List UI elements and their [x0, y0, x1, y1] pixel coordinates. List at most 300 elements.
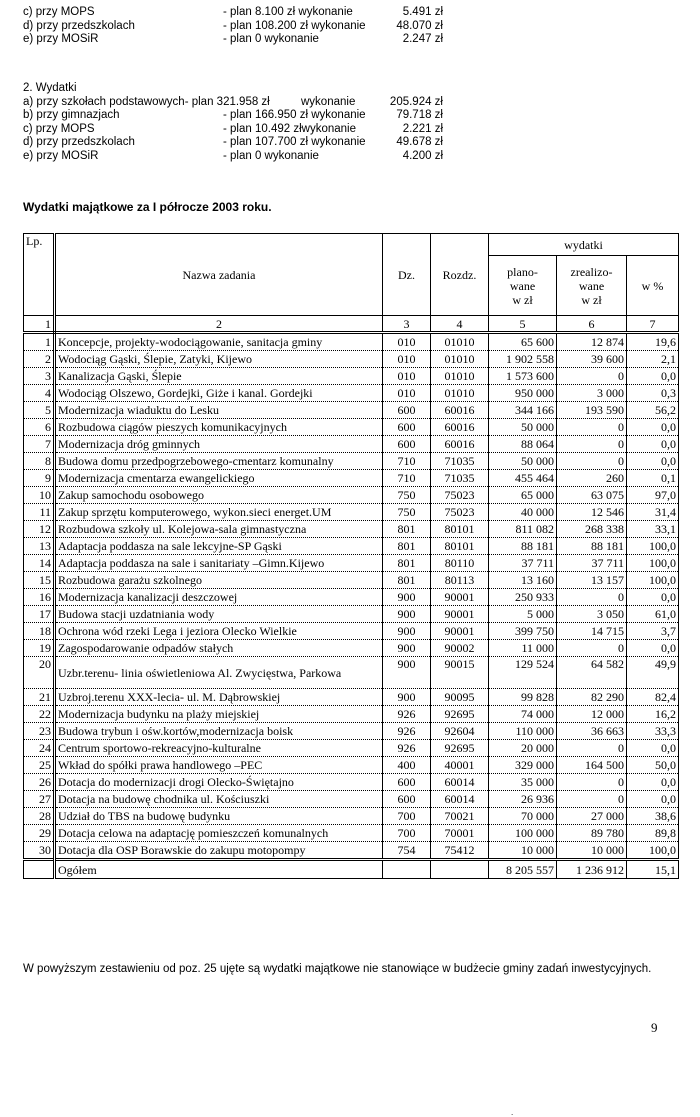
row-rozdz: 60016: [431, 402, 489, 419]
table-row: [24, 740, 679, 757]
row-lp: 9: [24, 470, 55, 487]
row-planned: 1 902 558: [489, 351, 557, 368]
row-dz: 710: [383, 470, 431, 487]
row-planned: 74 000: [489, 706, 557, 723]
table-row: [24, 842, 679, 860]
row-dz: 900: [383, 606, 431, 623]
row-rozdz: 75023: [431, 504, 489, 521]
row-percent: 100,0: [627, 842, 679, 860]
income-row-label: d) przy przedszkolach: [23, 19, 135, 32]
row-dz: 754: [383, 842, 431, 860]
row-dz: 600: [383, 419, 431, 436]
row-rozdz: 71035: [431, 470, 489, 487]
row-dz: 010: [383, 385, 431, 402]
row-dz: 900: [383, 689, 431, 706]
row-lp: 10: [24, 487, 55, 504]
row-lp: 29: [24, 825, 55, 842]
row-dz: 900: [383, 640, 431, 657]
row-name: Rozbudowa szkoły ul. Kolejowa-sala gimnastyczna: [55, 521, 383, 538]
row-name: Modernizacja budynku na plaży miejskiej: [55, 706, 383, 723]
row-percent: 19,6: [627, 333, 679, 351]
header-lp: Lp.: [24, 234, 55, 316]
expense-row-value: 205.924 zł: [389, 95, 443, 108]
row-percent: 56,2: [627, 402, 679, 419]
row-dz: 926: [383, 740, 431, 757]
table-row: [24, 538, 679, 555]
table-row: [24, 333, 679, 351]
row-realized: 12 546: [557, 504, 627, 521]
row-dz: 600: [383, 791, 431, 808]
row-lp: 19: [24, 640, 55, 657]
row-name: Modernizacja dróg gminnych: [55, 436, 383, 453]
row-name: Dotacja na budowę chodnika ul. Kościuszki: [55, 791, 383, 808]
row-rozdz: 90002: [431, 640, 489, 657]
row-rozdz: 60014: [431, 791, 489, 808]
row-rozdz: 80110: [431, 555, 489, 572]
row-realized: 0: [557, 453, 627, 470]
total-realized: 1 236 912: [557, 860, 627, 879]
table-row: [24, 657, 679, 689]
row-realized: 63 075: [557, 487, 627, 504]
row-name: Modernizacja cmentarza ewangelickiego: [55, 470, 383, 487]
row-planned: 5 000: [489, 606, 557, 623]
row-dz: 900: [383, 623, 431, 640]
row-name: Budowa trybun i ośw.kortów,modernizacja boisk: [55, 723, 383, 740]
expense-row-label: a) przy szkołach podstawowych- plan 321.958 zł: [23, 95, 270, 108]
row-percent: 0,3: [627, 385, 679, 402]
expense-row-value: 79.718 zł: [396, 109, 443, 121]
row-percent: 0,0: [627, 774, 679, 791]
row-rozdz: 92695: [431, 706, 489, 723]
header-realized-line2: wane: [578, 278, 605, 293]
row-planned: 88 181: [489, 538, 557, 555]
total-rozdz-cell: [431, 860, 489, 879]
table-row: [24, 419, 679, 436]
row-percent: 100,0: [627, 555, 679, 572]
row-rozdz: 80101: [431, 521, 489, 538]
table-row: [24, 385, 679, 402]
row-percent: 0,0: [627, 453, 679, 470]
expense-row-value: 2.221 zł: [402, 122, 443, 135]
column-number: 3: [383, 316, 431, 333]
row-planned: 950 000: [489, 385, 557, 402]
row-rozdz: 01010: [431, 368, 489, 385]
row-dz: 801: [383, 521, 431, 538]
expenses-heading-text: 2. Wydatki: [23, 82, 77, 94]
row-realized: 12 874: [557, 333, 627, 351]
income-row-plan: - plan 108.200 zł wykonanie: [223, 19, 366, 32]
row-planned: 11 000: [489, 640, 557, 657]
expense-row-plan: wykonanie: [301, 95, 356, 108]
row-realized: 14 715: [557, 623, 627, 640]
column-number: 2: [55, 316, 383, 333]
row-percent: 0,0: [627, 436, 679, 453]
row-planned: 129 524: [489, 657, 557, 689]
income-row-label: e) przy MOSiR: [23, 33, 99, 45]
row-planned: 329 000: [489, 757, 557, 774]
row-rozdz: 60014: [431, 774, 489, 791]
column-number: 7: [627, 316, 679, 333]
row-realized: 13 157: [557, 572, 627, 589]
stray-mark: .: [511, 1108, 514, 1117]
row-planned: 65 600: [489, 333, 557, 351]
row-percent: 49,9: [627, 657, 679, 689]
header-planned-line2: wane: [509, 278, 536, 293]
row-lp: 28: [24, 808, 55, 825]
row-realized: 260: [557, 470, 627, 487]
column-number: 6: [557, 316, 627, 333]
row-realized: 0: [557, 589, 627, 606]
row-name: Ochrona wód rzeki Lega i jeziora Olecko Wielkie: [55, 623, 383, 640]
row-name: Uzbroj.terenu XXX-lecia- ul. M. Dąbrowskiej: [55, 689, 383, 706]
table-row: [24, 589, 679, 606]
table-row: [24, 368, 679, 385]
row-rozdz: 80113: [431, 572, 489, 589]
row-lp: 17: [24, 606, 55, 623]
row-lp: 2: [24, 351, 55, 368]
row-planned: 100 000: [489, 825, 557, 842]
row-name: Koncepcje, projekty-wodociągowanie, sanitacja gminy: [55, 333, 383, 351]
row-percent: 61,0: [627, 606, 679, 623]
row-percent: 3,7: [627, 623, 679, 640]
income-row-plan: - plan 0 wykonanie: [223, 33, 319, 45]
table-row: [24, 555, 679, 572]
income-row-value: 5.491 zł: [402, 6, 443, 18]
row-percent: 2,1: [627, 351, 679, 368]
row-rozdz: 92604: [431, 723, 489, 740]
table-row: [24, 808, 679, 825]
row-rozdz: 90095: [431, 689, 489, 706]
row-dz: 900: [383, 657, 431, 689]
income-row-label: c) przy MOPS: [23, 6, 95, 18]
row-realized: 82 290: [557, 689, 627, 706]
row-dz: 710: [383, 453, 431, 470]
expense-row-label: b) przy gimnazjach: [23, 109, 120, 121]
table-row: [24, 436, 679, 453]
row-name: Modernizacja kanalizacji deszczowej: [55, 589, 383, 606]
table-row: [24, 825, 679, 842]
row-lp: 23: [24, 723, 55, 740]
row-planned: 399 750: [489, 623, 557, 640]
row-lp: 21: [24, 689, 55, 706]
total-dz-cell: [383, 860, 431, 879]
row-planned: 250 933: [489, 589, 557, 606]
row-lp: 24: [24, 740, 55, 757]
row-rozdz: 90015: [431, 657, 489, 689]
row-realized: 12 000: [557, 706, 627, 723]
header-realized-line3: w zł: [581, 292, 602, 307]
header-dz: Dz.: [383, 234, 431, 316]
row-name: Zakup sprzętu komputerowego, wykon.sieci energet.UM: [55, 504, 383, 521]
header-row-1: [24, 234, 679, 256]
row-rozdz: 60016: [431, 436, 489, 453]
total-percent: 15,1: [627, 860, 679, 879]
row-lp: 6: [24, 419, 55, 436]
row-percent: 0,0: [627, 640, 679, 657]
header-realized-line1: zrealizo-: [570, 264, 613, 279]
row-realized: 193 590: [557, 402, 627, 419]
row-dz: 600: [383, 402, 431, 419]
row-percent: 89,8: [627, 825, 679, 842]
row-name: Budowa stacji uzdatniania wody: [55, 606, 383, 623]
expense-row-value: 49.678 zł: [396, 136, 443, 148]
header-percent: w %: [627, 256, 679, 316]
row-percent: 100,0: [627, 572, 679, 589]
row-planned: 35 000: [489, 774, 557, 791]
income-row-value: 2.247 zł: [402, 33, 443, 45]
row-lp: 11: [24, 504, 55, 521]
capital-expenditure-table: [23, 233, 679, 879]
column-number: 4: [431, 316, 489, 333]
column-number-row: [24, 316, 679, 333]
row-dz: 010: [383, 333, 431, 351]
row-realized: 0: [557, 774, 627, 791]
income-row-plan: - plan 8.100 zł wykonanie: [223, 6, 353, 18]
row-name: Wodociąg Olszewo, Gordejki, Giże i kanal. Gordejki: [55, 385, 383, 402]
row-realized: 37 711: [557, 555, 627, 572]
row-rozdz: 01010: [431, 333, 489, 351]
table-row: [24, 706, 679, 723]
row-planned: 110 000: [489, 723, 557, 740]
expense-row-value: 4.200 zł: [402, 149, 443, 162]
row-rozdz: 90001: [431, 623, 489, 640]
total-label: Ogółem: [55, 860, 383, 879]
row-realized: 10 000: [557, 842, 627, 860]
header-wydatki: wydatki: [489, 234, 679, 256]
row-percent: 0,0: [627, 791, 679, 808]
row-planned: 50 000: [489, 419, 557, 436]
row-realized: 3 000: [557, 385, 627, 402]
row-lp: 16: [24, 589, 55, 606]
row-dz: 750: [383, 504, 431, 521]
row-lp: 20: [24, 657, 55, 689]
row-name: Dotacja do modernizacji drogi Olecko-Świętajno: [55, 774, 383, 791]
row-planned: 20 000: [489, 740, 557, 757]
row-name: Adaptacja poddasza na sale lekcyjne-SP Gąski: [55, 538, 383, 555]
row-percent: 16,2: [627, 706, 679, 723]
header-name: Nazwa zadania: [55, 234, 383, 316]
row-percent: 0,1: [627, 470, 679, 487]
total-planned: 8 205 557: [489, 860, 557, 879]
row-realized: 164 500: [557, 757, 627, 774]
row-dz: 700: [383, 825, 431, 842]
row-rozdz: 92695: [431, 740, 489, 757]
row-lp: 8: [24, 453, 55, 470]
row-planned: 13 160: [489, 572, 557, 589]
row-rozdz: 75023: [431, 487, 489, 504]
expense-row-plan: - plan 0 wykonanie: [223, 149, 319, 162]
table-row: [24, 470, 679, 487]
header-realized: [557, 256, 627, 316]
row-name: Dotacja dla OSP Borawskie do zakupu motopompy: [55, 842, 383, 860]
row-lp: 18: [24, 623, 55, 640]
row-name: Modernizacja wiaduktu do Lesku: [55, 402, 383, 419]
row-percent: 0,0: [627, 368, 679, 385]
row-rozdz: 70021: [431, 808, 489, 825]
row-dz: 900: [383, 589, 431, 606]
row-lp: 7: [24, 436, 55, 453]
row-planned: 65 000: [489, 487, 557, 504]
expense-row-plan: - plan 10.492 złwykonanie: [223, 122, 356, 135]
row-planned: 10 000: [489, 842, 557, 860]
row-lp: 27: [24, 791, 55, 808]
column-number: 5: [489, 316, 557, 333]
row-realized: 0: [557, 740, 627, 757]
row-dz: 926: [383, 706, 431, 723]
row-dz: 926: [383, 723, 431, 740]
expense-row-label: e) przy MOSiR: [23, 149, 99, 162]
row-rozdz: 70001: [431, 825, 489, 842]
row-realized: 0: [557, 368, 627, 385]
row-name: Uzbr.terenu- linia oświetleniowa Al. Zwycięstwa, Parkowa: [55, 657, 383, 689]
header-rozdz: Rozdz.: [431, 234, 489, 316]
row-realized: 268 338: [557, 521, 627, 538]
header-planned-line1: plano-: [507, 264, 538, 279]
row-dz: 400: [383, 757, 431, 774]
row-name: Rozbudowa garażu szkolnego: [55, 572, 383, 589]
row-realized: 36 663: [557, 723, 627, 740]
row-rozdz: 01010: [431, 351, 489, 368]
row-realized: 64 582: [557, 657, 627, 689]
row-lp: 12: [24, 521, 55, 538]
row-planned: 70 000: [489, 808, 557, 825]
row-rozdz: 60016: [431, 419, 489, 436]
row-name: Zakup samochodu osobowego: [55, 487, 383, 504]
row-realized: 88 181: [557, 538, 627, 555]
row-dz: 801: [383, 538, 431, 555]
row-lp: 30: [24, 842, 55, 860]
row-rozdz: 90001: [431, 606, 489, 623]
row-planned: 50 000: [489, 453, 557, 470]
header-planned: [489, 256, 557, 316]
table-row: [24, 351, 679, 368]
table-row: [24, 640, 679, 657]
row-percent: 33,1: [627, 521, 679, 538]
row-planned: 455 464: [489, 470, 557, 487]
row-percent: 50,0: [627, 757, 679, 774]
row-lp: 25: [24, 757, 55, 774]
row-planned: 37 711: [489, 555, 557, 572]
row-lp: 4: [24, 385, 55, 402]
row-name: Adaptacja poddasza na sale i sanitariaty –Gimn.Kijewo: [55, 555, 383, 572]
row-dz: 700: [383, 808, 431, 825]
row-percent: 97,0: [627, 487, 679, 504]
row-name: Budowa domu przedpogrzebowego-cmentarz komunalny: [55, 453, 383, 470]
column-number: 1: [24, 316, 55, 333]
row-planned: 811 082: [489, 521, 557, 538]
row-planned: 26 936: [489, 791, 557, 808]
expense-row-label: d) przy przedszkolach: [23, 136, 135, 148]
row-rozdz: 80101: [431, 538, 489, 555]
row-lp: 5: [24, 402, 55, 419]
footnote: W powyższym zestawieniu od poz. 25 ujęte są wydatki majątkowe nie stanowiące w budżecie gminy zadań inwestycyjnych.: [23, 963, 652, 975]
table-row: [24, 774, 679, 791]
row-percent: 100,0: [627, 538, 679, 555]
row-rozdz: 71035: [431, 453, 489, 470]
row-name: Wkład do spółki prawa handlowego –PEC: [55, 757, 383, 774]
expense-row-plan: - plan 107.700 zł wykonanie: [223, 136, 366, 148]
row-dz: 600: [383, 436, 431, 453]
row-realized: 0: [557, 640, 627, 657]
row-lp: 15: [24, 572, 55, 589]
row-name: Kanalizacja Gąski, Ślepie: [55, 368, 383, 385]
row-dz: 600: [383, 774, 431, 791]
table-row: [24, 521, 679, 538]
row-dz: 801: [383, 572, 431, 589]
row-percent: 0,0: [627, 740, 679, 757]
table-row: [24, 402, 679, 419]
table-row: [24, 791, 679, 808]
row-planned: 99 828: [489, 689, 557, 706]
table-row: [24, 723, 679, 740]
row-lp: 14: [24, 555, 55, 572]
row-realized: 0: [557, 791, 627, 808]
header-planned-line3: w zł: [512, 292, 533, 307]
row-dz: 750: [383, 487, 431, 504]
row-realized: 0: [557, 436, 627, 453]
row-percent: 38,6: [627, 808, 679, 825]
table-row: [24, 606, 679, 623]
row-rozdz: 90001: [431, 589, 489, 606]
row-planned: 88 064: [489, 436, 557, 453]
income-row-value: 48.070 zł: [396, 19, 443, 32]
row-planned: 344 166: [489, 402, 557, 419]
table-row: [24, 757, 679, 774]
table-row: [24, 504, 679, 521]
row-lp: 1: [24, 333, 55, 351]
table-row: [24, 487, 679, 504]
row-name: Zagospodarowanie odpadów stałych: [55, 640, 383, 657]
row-percent: 33,3: [627, 723, 679, 740]
row-lp: 22: [24, 706, 55, 723]
row-rozdz: 40001: [431, 757, 489, 774]
total-lp-cell: [24, 860, 55, 879]
row-lp: 13: [24, 538, 55, 555]
row-realized: 27 000: [557, 808, 627, 825]
row-realized: 89 780: [557, 825, 627, 842]
row-name: Wodociąg Gąski, Ślepie, Zatyki, Kijewo: [55, 351, 383, 368]
row-name: Rozbudowa ciągów pieszych komunikacyjnych: [55, 419, 383, 436]
expense-row-plan: - plan 166.950 zł wykonanie: [223, 109, 366, 121]
row-realized: 3 050: [557, 606, 627, 623]
row-name: Dotacja celowa na adaptację pomieszczeń komunalnych: [55, 825, 383, 842]
row-lp: 26: [24, 774, 55, 791]
row-lp: 3: [24, 368, 55, 385]
table-row: [24, 572, 679, 589]
table-row: [24, 453, 679, 470]
row-percent: 0,0: [627, 589, 679, 606]
row-planned: 1 573 600: [489, 368, 557, 385]
table-row: [24, 623, 679, 640]
row-rozdz: 01010: [431, 385, 489, 402]
expense-row-label: c) przy MOPS: [23, 122, 95, 135]
row-realized: 0: [557, 419, 627, 436]
row-percent: 82,4: [627, 689, 679, 706]
row-percent: 0,0: [627, 419, 679, 436]
row-realized: 39 600: [557, 351, 627, 368]
table-body: [24, 333, 679, 860]
row-name: Centrum sportowo-rekreacyjno-kulturalne: [55, 740, 383, 757]
table-row: [24, 689, 679, 706]
row-planned: 40 000: [489, 504, 557, 521]
row-percent: 31,4: [627, 504, 679, 521]
page-number: 9: [651, 1020, 658, 1035]
row-name: Udział do TBS na budowę budynku: [55, 808, 383, 825]
total-row: [24, 860, 679, 879]
row-rozdz: 75412: [431, 842, 489, 860]
row-dz: 801: [383, 555, 431, 572]
row-dz: 010: [383, 368, 431, 385]
